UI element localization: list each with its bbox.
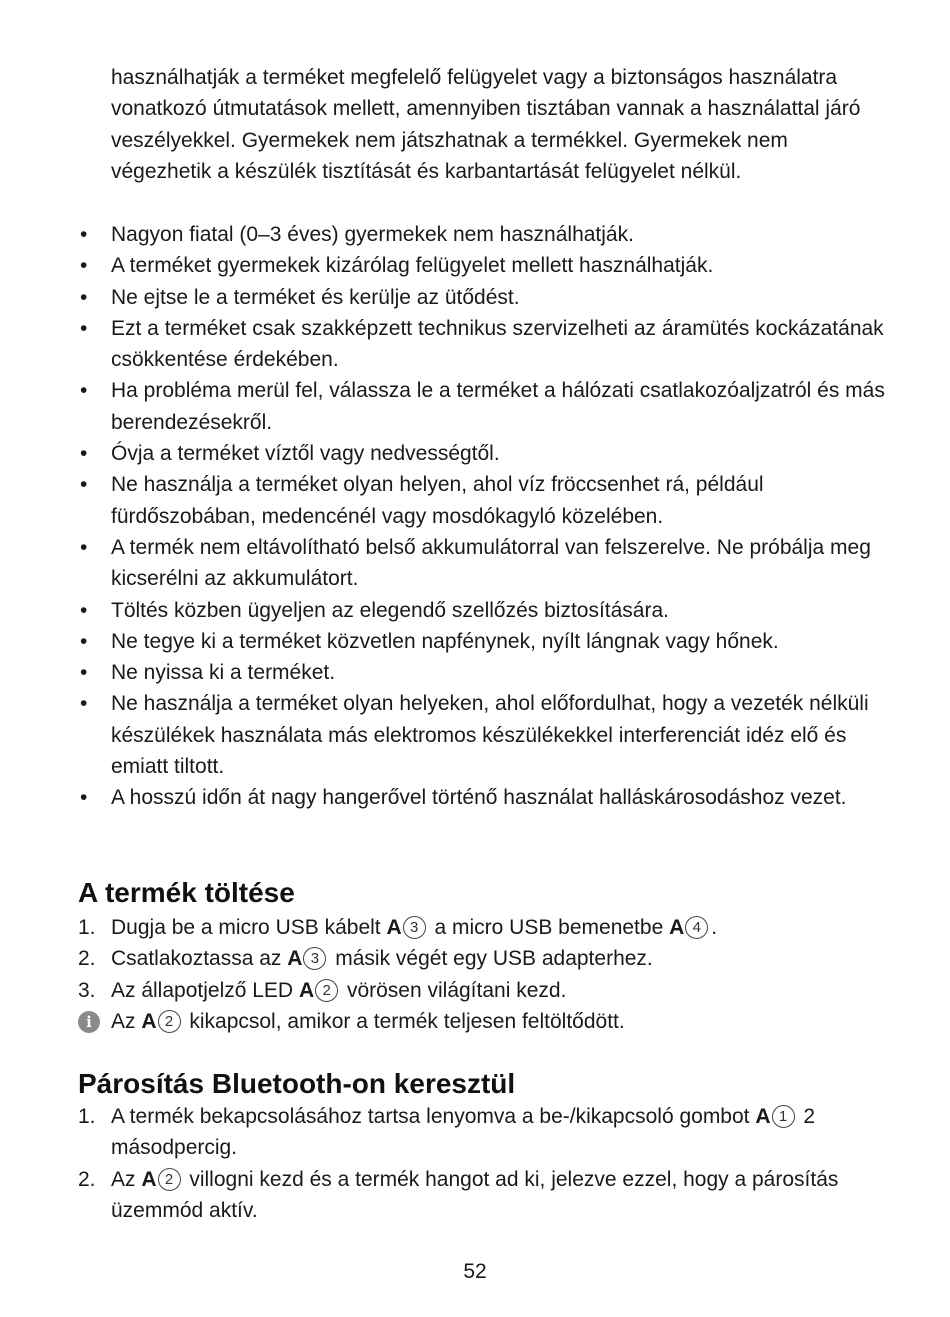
bullet-icon: • [80, 254, 88, 278]
bullet-icon: • [80, 223, 88, 246]
bullet-icon: • [80, 379, 88, 403]
bullet-icon: • [80, 598, 88, 622]
list-item: • Ezt a terméket csak szakképzett technikus szervizelheti az áramütés kockázatának csökkentése érdekében. [78, 313, 890, 376]
callout-number-icon: 3 [403, 916, 426, 939]
list-item: • Óvja a terméket víztől vagy nedvességtől. [78, 438, 890, 469]
bullet-icon: • [80, 442, 88, 466]
callout-number-icon: 4 [685, 916, 708, 939]
charging-note: i Az A 2 kikapcsol, amikor a termék teljesen feltöltődött. [78, 1006, 890, 1037]
list-item: • Ne használja a terméket olyan helyeken, ahol előfordulhat, hogy a vezeték nélküli készülékek használata más elektromos készülékekkel interferenciát idéz elő és emiatt tiltott. [78, 688, 890, 782]
charging-steps [78, 912, 890, 1006]
figure-ref: A [298, 978, 315, 1002]
step-item: 2. Az A 2 villogni kezd és a termék hangot ad ki, jelezve ezzel, hogy a párosítás üzemmód aktív. [78, 1164, 890, 1227]
info-icon: i [78, 1011, 100, 1033]
figure-ref: A [755, 1105, 771, 1128]
pairing-steps [78, 1101, 890, 1226]
bullet-icon: • [80, 473, 88, 497]
figure-ref: A [141, 1010, 157, 1033]
list-item: • A terméket gyermekek kizárólag felügyelet mellett használhatják. [78, 250, 890, 281]
list-item: • Ne tegye ki a terméket közvetlen napfénynek, nyílt lángnak vagy hőnek. [78, 626, 890, 657]
figure-ref: A [287, 947, 303, 971]
continuation-paragraph: használhatják a terméket megfelelő felügyelet vagy a biztonságos használatra vonatkozó útmutatások mellett, amennyiben tisztában vannak a használattal járó veszélyekkel. Gyermekek nem játszhatnak a termékkel. Gyermekek nem végezhetik a készülék tisztítását és karbantartását felügyelet nélkül. [111, 66, 861, 183]
charging-heading: A termék töltése [78, 877, 295, 908]
list-item: • Ha probléma merül fel, válassza le a terméket a hálózati csatlakozóaljzatról és más berendezésekről. [78, 375, 890, 438]
bullet-icon: • [80, 786, 88, 810]
step-item: 1. A termék bekapcsolásához tartsa lenyomva a be-/kikapcsoló gombot A 1 2 másodpercig. [78, 1101, 890, 1164]
callout-number-icon: 2 [158, 1010, 181, 1033]
list-item: • Ne ejtse le a terméket és kerülje az ütődést. [78, 282, 890, 313]
list-item: • Ne nyissa ki a terméket. [78, 657, 890, 688]
page-number: 52 [463, 1260, 487, 1283]
callout-number-icon: 3 [303, 947, 326, 970]
bullet-icon: • [80, 535, 88, 559]
bullet-icon: • [80, 692, 88, 716]
step-number: 2. [78, 1167, 96, 1191]
bullet-icon: • [80, 316, 88, 340]
bullet-icon: • [80, 285, 88, 309]
figure-ref: A [669, 916, 685, 939]
safety-bullet-list [78, 219, 890, 814]
figure-ref: A [386, 916, 402, 939]
callout-number-icon: 1 [772, 1105, 795, 1128]
step-number: 3. [78, 978, 96, 1002]
callout-number-icon: 2 [315, 979, 338, 1002]
step-number: 2. [78, 947, 96, 971]
bullet-icon: • [80, 661, 88, 685]
step-item: 1. Dugja be a micro USB kábelt A 3 a micro USB bemenetbe A 4 . [78, 912, 890, 943]
list-item: • Ne használja a terméket olyan helyen, ahol víz fröccsenhet rá, például fürdőszobában, medencénél vagy mosdókagyló közelében. [78, 469, 890, 532]
figure-ref: A [141, 1167, 157, 1191]
bullet-icon: • [80, 629, 88, 653]
callout-number-icon: 2 [158, 1168, 181, 1191]
step-item: 2. Csatlakoztassa az A 3 másik végét egy USB adapterhez. [78, 943, 890, 974]
list-item: • A hosszú időn át nagy hangerővel történő használat halláskárosodáshoz vezet. [78, 782, 890, 813]
step-item: 3. Az állapotjelző LED A 2 vörösen világítani kezd. [78, 975, 890, 1006]
list-item: • Töltés közben ügyeljen az elegendő szellőzés biztosítására. [78, 595, 890, 626]
step-number: 1. [78, 1105, 96, 1128]
list-item: • A termék nem eltávolítható belső akkumulátorral van felszerelve. Ne próbálja meg kicserélni az akkumulátort. [78, 532, 890, 595]
list-item: • Nagyon fiatal (0–3 éves) gyermekek nem használhatják. [78, 219, 890, 250]
step-number: 1. [78, 916, 96, 939]
pairing-heading: Párosítás Bluetooth-on keresztül [78, 1068, 516, 1099]
